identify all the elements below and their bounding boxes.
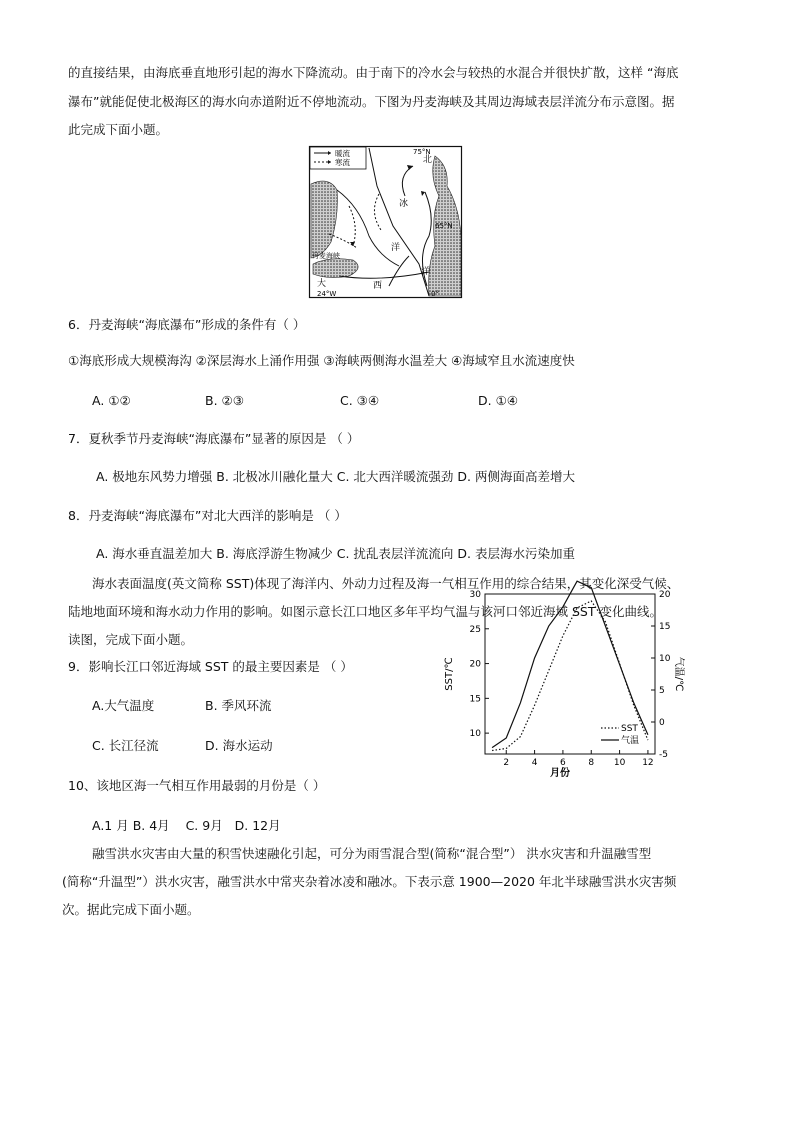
chart-legend (601, 724, 639, 746)
y-right-tick-label: 10 (659, 654, 671, 664)
q9-option-a: A.大气温度 (92, 698, 155, 713)
x-axis-label: 月份 (550, 768, 570, 779)
paragraph2-line3: 读图，完成下面小题。 (68, 632, 194, 647)
y-left-axis-label: SST/℃ (444, 657, 455, 691)
iceland-land (313, 259, 358, 278)
lon-24-label: 24°W (317, 290, 337, 298)
y-left-tick-label: 10 (469, 729, 481, 740)
y-right-tick-label: -5 (659, 750, 668, 760)
y-left-tick-label: 20 (469, 659, 481, 670)
legend-label-0: SST (621, 724, 638, 734)
legend-label-1: 气温 (621, 736, 640, 746)
y-right-tick-label: 15 (659, 622, 671, 632)
q10-options: A.1 月 B. 4月 C. 9月 D. 12月 (92, 818, 281, 833)
q6-option-d: D. ①④ (478, 393, 518, 408)
x-tick-label: 4 (531, 758, 538, 768)
x-tick-label: 12 (642, 758, 654, 768)
lon-0-label: 0° (431, 290, 439, 298)
legend-label-2: 寒流 (335, 158, 350, 167)
q8-options: A. 海水垂直温差加大 B. 海底浮游生物减少 C. 扰乱表层洋流流向 D. 表层海水污染加重 (96, 546, 575, 561)
y-left-tick-label: 15 (469, 694, 481, 705)
paragraph1-line3: 此完成下面小题。 (68, 122, 169, 137)
series-line-1 (492, 581, 648, 747)
map-svg (309, 146, 462, 298)
legend-label-1: 暖流 (335, 149, 350, 158)
map-label-xi: 西 (373, 281, 383, 291)
map-label-bei: 北 (423, 155, 433, 165)
q6-statements: ①海底形成大规模海沟 ②深层海水上涌作用强 ③海峡两侧海水温差大 ④海域窄且水流速度快 (68, 353, 575, 368)
map-label-strait: 丹麦海峡 (312, 252, 340, 260)
x-tick-label: 6 (560, 758, 566, 768)
map-label-da: 大 (317, 279, 327, 289)
paragraph3-line1: 融雪洪水灾害由大量的积雪快速融化引起，可分为雨雪混合型(简称“混合型”） 洪水灾害和升温融雪型 (92, 846, 652, 861)
q6-stem: 6．丹麦海峡“海底瀑布”形成的条件有（ ） (68, 317, 306, 332)
paragraph1-line1: 的直接结果，由海底垂直地形引起的海水下降流动。由于南下的冷水会与较热的水混合并很快扩散，这样 “海底 (68, 65, 679, 80)
paragraph1-line2: 瀑布”就能促使北极海区的海水向赤道附近不停地流动。下图为丹麦海峡及其周边海域表层洋流分布示意图。据 (68, 94, 675, 109)
y-right-tick-label: 5 (659, 686, 665, 696)
map-label-yang: 洋 (391, 243, 401, 253)
x-tick-label: 2 (503, 758, 510, 768)
q10-stem: 10、该地区海一气相互作用最弱的月份是（ ） (68, 778, 326, 793)
lat-65-label: 65°N (435, 222, 453, 230)
chart-svg (440, 586, 684, 779)
q9-stem: 9．影响长江口邻近海域 SST 的最主要因素是 （ ） (68, 659, 353, 674)
y-right-tick-label: 20 (659, 590, 671, 600)
paragraph3-line2: (简称“升温型”）洪水灾害，融雪洪水中常夹杂着冰凌和融冰。下表示意 1900—2020 年北半球融雪洪水灾害频 (62, 874, 677, 889)
x-tick-label: 10 (613, 758, 626, 768)
paragraph2-line1: 海水表面温度(英文简称 SST)体现了海洋内、外动力过程及海一气相互作用的综合结果，其变化深受气候、 (92, 576, 680, 591)
q9-option-c: C. 长江径流 (92, 738, 159, 753)
x-tick-label: 8 (588, 758, 595, 768)
chart-axes (444, 590, 685, 779)
q6-option-a: A. ①② (92, 393, 131, 408)
y-left-tick-label: 30 (469, 590, 481, 600)
paragraph2-line2: 陆地地面环境和海水动力作用的影响。如图示意长江口地区多年平均气温与该河口邻近海域 SST 变化曲线。 (68, 604, 662, 619)
map-label-yang2: 洋 (421, 267, 431, 277)
q9-option-b: B. 季风环流 (205, 698, 272, 713)
q7-stem: 7．夏秋季节丹麦海峡“海底瀑布”显著的原因是 （ ） (68, 431, 360, 446)
q6-option-c: C. ③④ (340, 393, 380, 408)
q8-stem: 8．丹麦海峡“海底瀑布”对北大西洋的影响是 （ ） (68, 508, 347, 523)
sst-temperature-chart (440, 586, 684, 779)
lat-75-label: 75°N (413, 147, 431, 156)
q9-option-d: D. 海水运动 (205, 738, 273, 753)
y-left-tick-label: 25 (469, 624, 481, 635)
denmark-strait-map (309, 146, 462, 298)
y-right-axis-label: 气温/℃ (673, 656, 684, 692)
y-right-tick-label: 0 (659, 718, 665, 728)
paragraph3-line3: 次。据此完成下面小题。 (62, 902, 200, 917)
q6-option-b: B. ②③ (205, 393, 244, 408)
q7-options: A. 极地东风势力增强 B. 北极冰川融化量大 C. 北大西洋暖流强劲 D. 两侧海面高差增大 (96, 469, 575, 484)
map-label-bing: 冰 (399, 199, 409, 209)
